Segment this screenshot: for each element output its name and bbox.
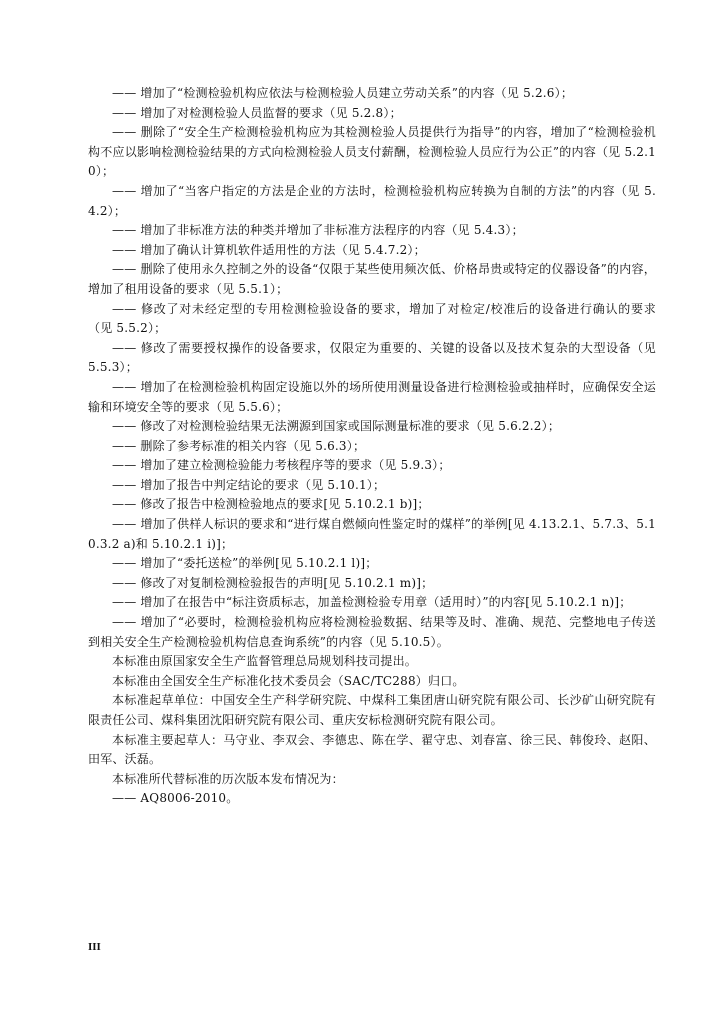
paragraph: —— 增加了在检测检验机构固定设施以外的场所使用测量设备进行检测检验或抽样时，应确保安全运输和环境安全等的要求（见 5.5.6）； xyxy=(88,379,656,414)
paragraph: —— 修改了报告中检测检验地点的要求[见 5.10.2.1 b)]； xyxy=(112,497,430,512)
paragraph: —— 增加了“当客户指定的方法是企业的方法时，检测检验机构应转换为自制的方法”的内容（见 5.4.2）； xyxy=(88,183,656,218)
previous-versions-heading: 本标准所代替标准的历次版本发布情况为： xyxy=(112,771,344,786)
paragraph: —— 增加了“检测检验机构应依法与检测检验人员建立劳动关系”的内容（见 5.2.6）； xyxy=(112,86,574,100)
paragraph: —— 增加了确认计算机软件适用性的方法（见 5.4.7.2）； xyxy=(112,242,426,257)
main-drafters: 本标准主要起草人：马守业、李双会、李德忠、陈在学、翟守忠、刘春富、徐三民、韩俊玲、赵阳、田军、沃磊。 xyxy=(88,732,656,767)
paragraph: —— 删除了“安全生产检测检验机构应为其检测检验人员提供行为指导”的内容，增加了“检测检验机构不应以影响检测检验结果的方式向检测检验人员支付薪酬，检测检验人员应行为公正”的内容（见 5.2.10）； xyxy=(88,125,656,179)
paragraph: —— 修改了对检测检验结果无法溯源到国家或国际测量标准的要求（见 5.6.2.2）； xyxy=(112,419,561,434)
drafting-units: 本标准起草单位：中国安全生产科学研究院、中煤科工集团唐山研究院有限公司、长沙矿山研究院有限责任公司、煤科集团沈阳研究院有限公司、重庆安标检测研究院有限公司。 xyxy=(88,693,656,727)
paragraph: —— 修改了对未经定型的专用检测检验设备的要求，增加了对检定/校准后的设备进行确认的要求（见 5.5.2）； xyxy=(88,301,656,336)
centralized-management-statement: 本标准由全国安全生产标准化技术委员会（SAC/TC288）归口。 xyxy=(112,673,465,688)
paragraph: —— 删除了使用永久控制之外的设备“仅限于某些使用频次低、价格昂贵或特定的仪器设备”的内容，增加了租用设备的要求（见 5.5.1）； xyxy=(88,262,656,296)
paragraph: —— 增加了对检测检验人员监督的要求（见 5.2.8）； xyxy=(112,105,402,120)
paragraph: —— 增加了“委托送检”的举例[见 5.10.2.1 l)]； xyxy=(112,556,378,571)
paragraph: —— 增加了建立检测检验能力考核程序等的要求（见 5.9.3）； xyxy=(112,458,451,473)
paragraph: —— 删除了参考标准的相关内容（见 5.6.3）； xyxy=(112,438,366,453)
page-number: III xyxy=(88,941,101,953)
document-body xyxy=(88,84,656,809)
paragraph: —— 增加了在报告中“标注资质标志，加盖检测检验专用章（适用时）”的内容[见 5.10.2.1 n)]； xyxy=(112,595,632,610)
paragraph: —— 修改了对复制检测检验报告的声明[见 5.10.2.1 m)]； xyxy=(112,575,434,590)
previous-version-item: —— AQ8006-2010。 xyxy=(112,791,239,806)
paragraph: —— 增加了报告中判定结论的要求（见 5.10.1）； xyxy=(112,477,386,492)
paragraph: —— 增加了“必要时，检测检验机构应将检测检验数据、结果等及时、准确、规范、完整地电子传送到相关安全生产检测检验机构信息查询系统”的内容（见 5.10.5）。 xyxy=(88,615,656,649)
paragraph: —— 修改了需要授权操作的设备要求，仅限定为重要的、关键的设备以及技术复杂的大型设备（见 5.5.3）； xyxy=(88,340,656,375)
paragraph: —— 增加了供样人标识的要求和“进行煤自燃倾向性鉴定时的煤样”的举例[见 4.13.2.1、5.7.3、5.10.3.2 a)和 5.10.2.1 i)]； xyxy=(88,517,656,551)
paragraph: —— 增加了非标准方法的种类并增加了非标准方法程序的内容（见 5.4.3）； xyxy=(112,223,524,238)
proposer-statement: 本标准由原国家安全生产监督管理总局规划科技司提出。 xyxy=(112,654,418,669)
